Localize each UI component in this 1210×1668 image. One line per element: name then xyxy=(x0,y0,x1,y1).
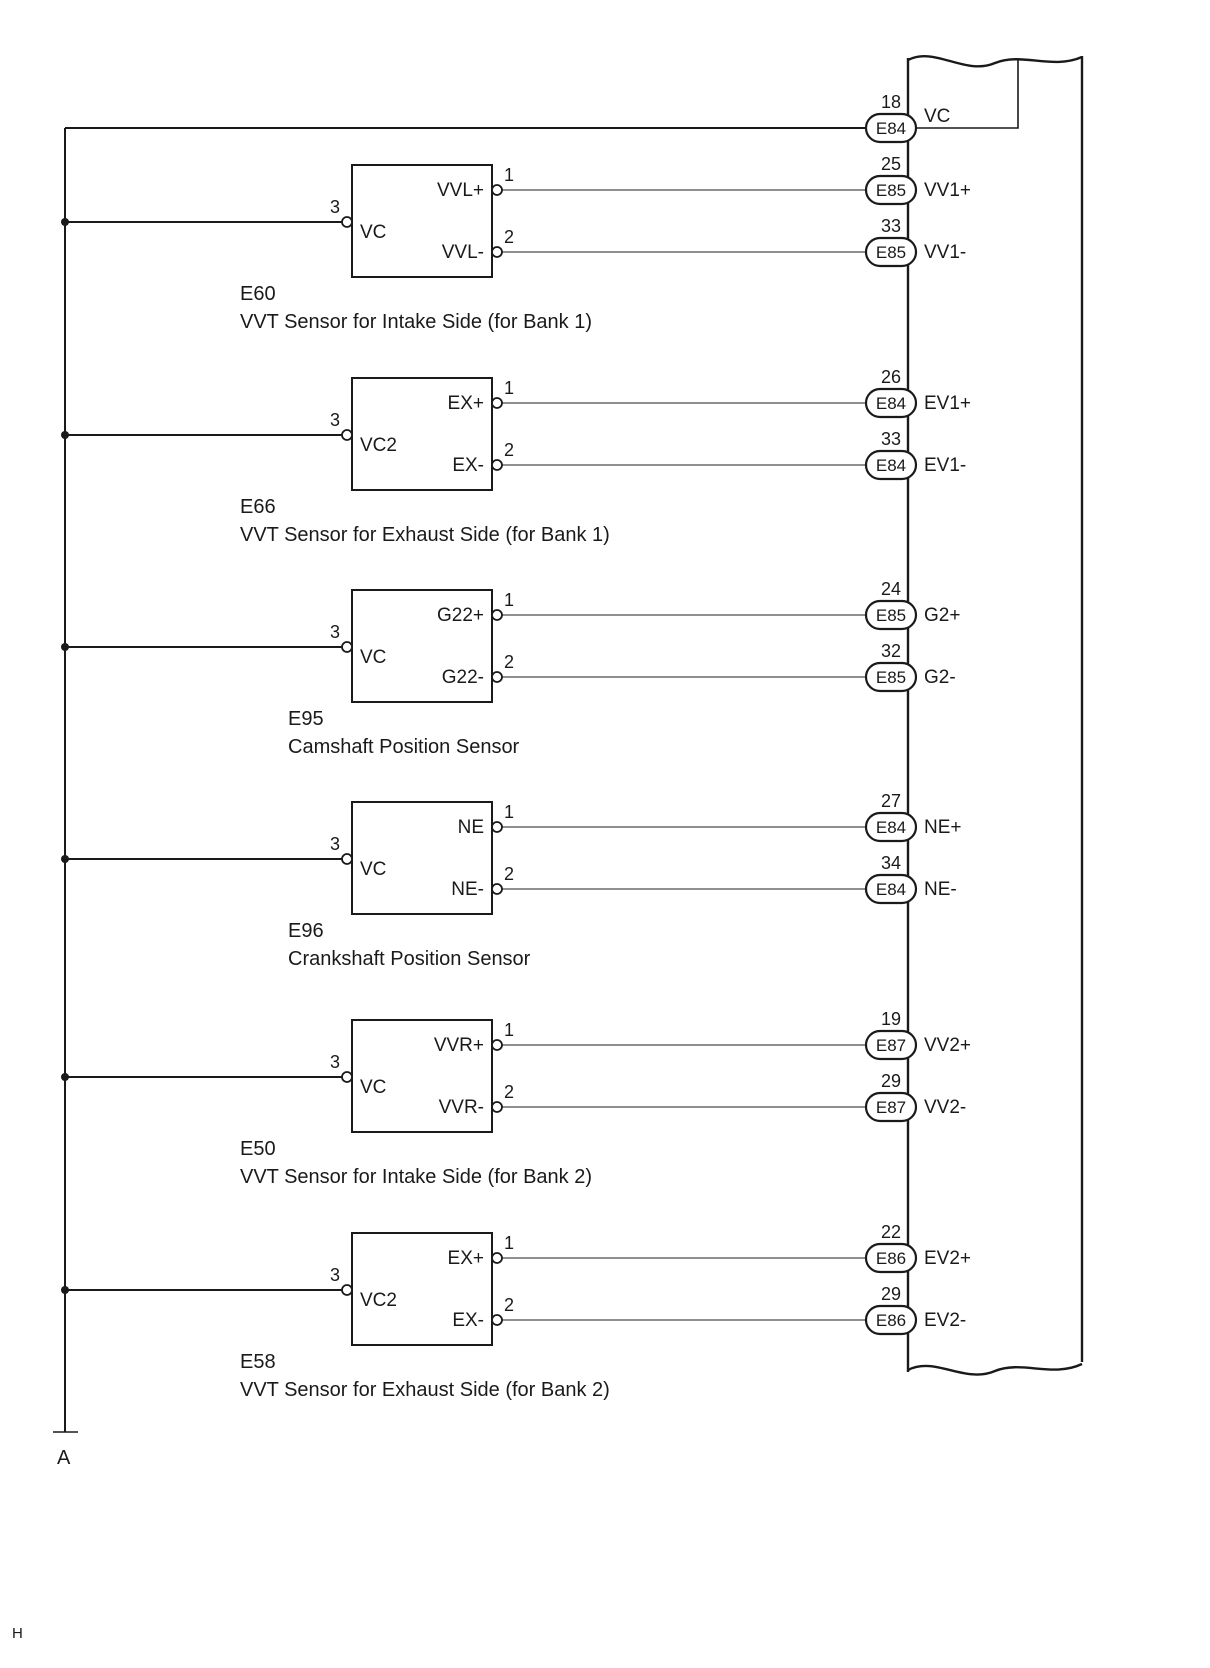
pin-label: EX+ xyxy=(447,1248,484,1269)
pin-number: 2 xyxy=(504,1295,515,1315)
ecu-pin-number: 29 xyxy=(880,1284,902,1304)
ecu-connector-code: E85 xyxy=(875,243,907,262)
pin-number: 3 xyxy=(329,622,340,642)
ecu-pin-number: 32 xyxy=(880,641,902,661)
pin-number: 3 xyxy=(329,1265,340,1285)
ecu-signal-label: EV1+ xyxy=(924,393,972,414)
ecu-signal-label: EV1- xyxy=(924,455,967,476)
pin-label: VVL- xyxy=(441,242,484,263)
pin-label: EX- xyxy=(452,1310,484,1331)
pin-terminal xyxy=(342,642,352,652)
ecu-signal-label: EV2+ xyxy=(924,1248,972,1269)
pin-terminal xyxy=(342,430,352,440)
sensor-id: E60 xyxy=(240,283,276,305)
ecu-connector-code: E86 xyxy=(875,1249,907,1268)
pin-label: VVL+ xyxy=(436,180,484,201)
sensor-name: VVT Sensor for Exhaust Side (for Bank 2) xyxy=(240,1379,610,1401)
ecu-signal-label: VV1- xyxy=(924,242,967,263)
pin-terminal xyxy=(492,672,502,682)
pin-number: 3 xyxy=(329,197,340,217)
sensor-block-e96 xyxy=(61,791,962,970)
pin-label: EX+ xyxy=(447,393,484,414)
ecu-pin-number: 25 xyxy=(880,154,902,174)
ecu-pin-number: 29 xyxy=(880,1071,902,1091)
pin-terminal xyxy=(492,247,502,257)
ecu-connector-code: E84 xyxy=(875,394,907,413)
ecu-pin-number: 24 xyxy=(880,579,902,599)
ecu-connector-code: E84 xyxy=(875,880,907,899)
pin-number: 2 xyxy=(504,1082,515,1102)
pin-terminal xyxy=(492,460,502,470)
pin-terminal xyxy=(492,1315,502,1325)
ecu-signal-label: VV1+ xyxy=(924,180,972,201)
pin-number: 2 xyxy=(504,652,515,672)
ecu-signal-label: G2- xyxy=(924,667,956,688)
pin-terminal xyxy=(342,1072,352,1082)
pin-number: 1 xyxy=(504,802,515,822)
pin-label: G22+ xyxy=(436,605,484,626)
sensor-name: Camshaft Position Sensor xyxy=(288,736,520,758)
ecu-pin-number: 26 xyxy=(880,367,902,387)
pin-terminal xyxy=(342,1285,352,1295)
pin-terminal xyxy=(342,217,352,227)
sensor-block-e95 xyxy=(61,579,960,758)
pin-number: 1 xyxy=(504,1233,515,1253)
ecu-signal-label: VV2- xyxy=(924,1097,967,1118)
sensor-block-e58 xyxy=(61,1222,971,1401)
pin-label: VC xyxy=(360,647,387,668)
ecu-torn-bottom-edge xyxy=(908,1364,1082,1375)
pin-terminal xyxy=(492,1253,502,1263)
ecu-connector-code: E87 xyxy=(875,1036,907,1055)
ecu-signal-label: VC xyxy=(924,106,951,127)
ecu-pin-number: 19 xyxy=(880,1009,902,1029)
pin-number: 1 xyxy=(504,378,515,398)
ecu-pin-number: 22 xyxy=(880,1222,902,1242)
ecu-pin-number: 34 xyxy=(880,853,902,873)
ecu-connector-code: E87 xyxy=(875,1098,907,1117)
junction-dot xyxy=(61,431,69,439)
pin-number: 3 xyxy=(329,1052,340,1072)
pin-terminal xyxy=(492,398,502,408)
junction-dot xyxy=(61,643,69,651)
pin-label: VVR+ xyxy=(433,1035,484,1056)
pin-terminal xyxy=(492,1040,502,1050)
pin-number: 2 xyxy=(504,227,515,247)
pin-number: 1 xyxy=(504,165,515,185)
pin-number: 3 xyxy=(329,834,340,854)
ecu-signal-label: VV2+ xyxy=(924,1035,972,1056)
ecu-connector-code: E85 xyxy=(875,668,907,687)
ecu-signal-label: NE+ xyxy=(924,817,962,838)
sensor-id: E95 xyxy=(288,708,324,730)
pin-terminal xyxy=(492,822,502,832)
ecu-connector-code: E84 xyxy=(875,119,907,138)
pin-number: 3 xyxy=(329,410,340,430)
ecu-signal-label: EV2- xyxy=(924,1310,967,1331)
ecu-signal-label: G2+ xyxy=(924,605,961,626)
junction-dot xyxy=(61,218,69,226)
pin-terminal xyxy=(342,854,352,864)
ecu-torn-top-edge xyxy=(908,56,1082,66)
ecu-connector-code: E84 xyxy=(875,456,907,475)
pin-number: 1 xyxy=(504,1020,515,1040)
ecu-pin-number: 33 xyxy=(880,429,902,449)
pin-label: NE- xyxy=(451,879,484,900)
pin-number: 1 xyxy=(504,590,515,610)
pin-terminal xyxy=(492,1102,502,1112)
pin-terminal xyxy=(492,884,502,894)
pin-terminal xyxy=(492,610,502,620)
pin-number: 2 xyxy=(504,864,515,884)
sensor-name: VVT Sensor for Intake Side (for Bank 1) xyxy=(240,311,593,333)
sensor-name: Crankshaft Position Sensor xyxy=(288,948,531,970)
pin-label: VC xyxy=(360,859,387,880)
sensor-name: VVT Sensor for Intake Side (for Bank 2) xyxy=(240,1166,593,1188)
ecu-pin-number: 18 xyxy=(880,92,902,112)
pin-label: VC xyxy=(360,222,387,243)
pin-label: VVR- xyxy=(438,1097,484,1118)
pin-label: EX- xyxy=(452,455,484,476)
sensor-id: E66 xyxy=(240,496,276,518)
pin-label: VC2 xyxy=(360,1290,397,1311)
ecu-connector-code: E86 xyxy=(875,1311,907,1330)
pin-number: 2 xyxy=(504,440,515,460)
sensor-id: E50 xyxy=(240,1138,276,1160)
pin-terminal xyxy=(492,185,502,195)
ecu-connector-code: E85 xyxy=(875,606,907,625)
ecu-connector-code: E84 xyxy=(875,818,907,837)
ecu-pin-number: 33 xyxy=(880,216,902,236)
sensor-id: E58 xyxy=(240,1351,276,1373)
pin-label: VC xyxy=(360,1077,387,1098)
pin-label: VC2 xyxy=(360,435,397,456)
pin-label: G22- xyxy=(441,667,484,688)
ecu-signal-label: NE- xyxy=(924,879,957,900)
sensor-block-e50 xyxy=(61,1009,971,1188)
pin-label: NE xyxy=(457,817,484,838)
ecu-connector-code: E85 xyxy=(875,181,907,200)
sensor-id: E96 xyxy=(288,920,324,942)
junction-dot xyxy=(61,855,69,863)
bus-continuation-label: A xyxy=(57,1447,71,1469)
sensor-block-e66 xyxy=(61,367,971,546)
page-marker: H xyxy=(12,1625,23,1642)
ecu-pin-number: 27 xyxy=(880,791,902,811)
junction-dot xyxy=(61,1286,69,1294)
sensor-name: VVT Sensor for Exhaust Side (for Bank 1) xyxy=(240,524,610,546)
sensor-block-e60 xyxy=(61,154,971,333)
junction-dot xyxy=(61,1073,69,1081)
